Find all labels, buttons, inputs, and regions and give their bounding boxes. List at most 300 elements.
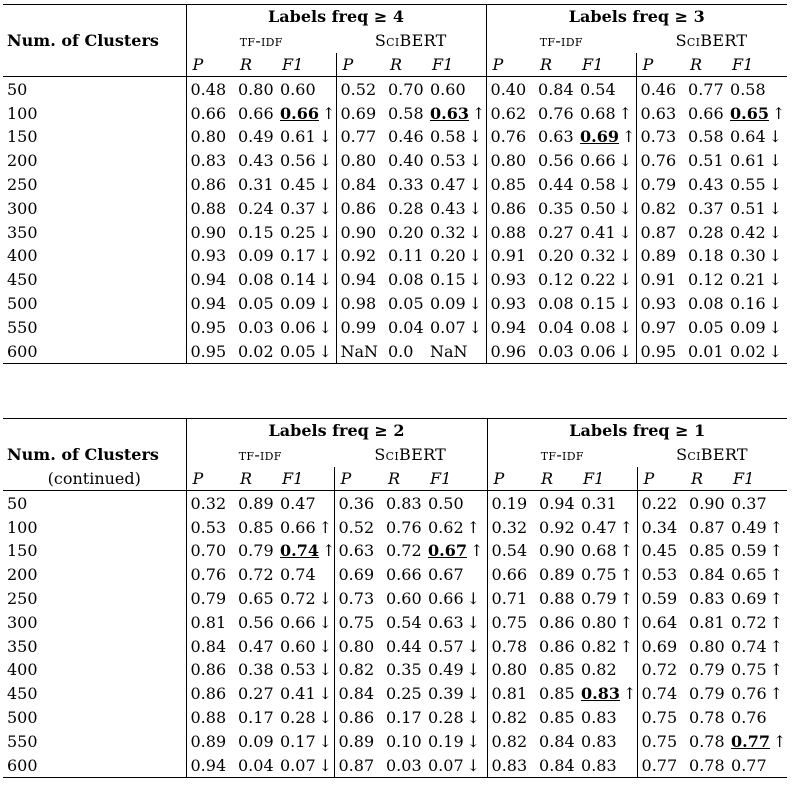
precision-value: 0.45	[637, 539, 685, 563]
f1-value: 0.59	[731, 541, 767, 561]
precision-value: 0.88	[186, 196, 234, 220]
metric-header-row	[3, 53, 787, 77]
best-f1-value: 0.66	[280, 103, 319, 123]
f1-value: 0.57	[428, 636, 464, 656]
trend-arrow-icon: ↓	[466, 660, 481, 680]
f1-cell	[577, 658, 637, 682]
recall-value: 0.78	[689, 707, 725, 727]
best-f1-value: 0.77	[731, 731, 770, 751]
table-row	[3, 196, 787, 220]
metric-header: R	[234, 53, 276, 77]
precision-value: 0.52	[336, 77, 384, 101]
precision-value: 0.94	[186, 292, 234, 316]
f1-cell	[727, 491, 787, 515]
best-f1-value: 0.63	[430, 103, 469, 123]
recall-value: 0.05	[388, 293, 424, 313]
f1-value: 0.63	[428, 612, 464, 632]
precision-value: 0.70	[186, 539, 234, 563]
f1-cell	[577, 729, 637, 753]
f1-cell	[726, 315, 787, 339]
f1-cell	[276, 268, 336, 292]
table-row	[3, 658, 787, 682]
recall-value: 0.78	[685, 753, 727, 777]
trend-arrow-icon: ↑	[622, 127, 636, 147]
f1-cell	[727, 587, 787, 611]
recall-value: 0.44	[386, 636, 422, 656]
group-header: Labels freq ≥ 1	[487, 419, 787, 443]
f1-value: 0.07	[428, 755, 464, 775]
f1-cell	[727, 658, 787, 682]
method-header: SciBERT	[374, 445, 447, 465]
precision-value: 0.80	[334, 634, 382, 658]
f1-cell	[727, 610, 787, 634]
recall-value: 0.85	[539, 660, 575, 680]
metric-header: F1	[424, 467, 487, 491]
metric-header: F1	[276, 467, 334, 491]
table-row	[3, 268, 787, 292]
table-row	[3, 101, 787, 125]
f1-value: 0.39	[428, 684, 464, 704]
f1-cell	[576, 196, 636, 220]
method-header: tf-idf	[186, 443, 334, 467]
f1-cell	[727, 682, 787, 706]
f1-value: 0.47	[430, 174, 466, 194]
f1-value: 0.69	[731, 588, 767, 608]
table-row	[3, 729, 787, 753]
recall-value: 0.40	[388, 151, 424, 171]
cluster-count: 350	[7, 222, 38, 242]
recall-value: 0.81	[689, 612, 725, 632]
cluster-count: 50	[7, 79, 28, 99]
f1-value: 0.32	[580, 246, 616, 266]
precision-value: 0.22	[637, 491, 685, 515]
recall-value: 0.83	[689, 588, 725, 608]
precision-value: 0.98	[336, 292, 384, 316]
precision-value: 0.96	[486, 339, 534, 363]
f1-cell	[426, 125, 486, 149]
f1-value: 0.49	[428, 660, 464, 680]
precision-value: 0.59	[637, 587, 685, 611]
recall-value: 0.04	[538, 317, 574, 337]
f1-cell	[276, 101, 336, 125]
f1-value: 0.83	[581, 755, 617, 775]
f1-value: 0.09	[730, 317, 766, 337]
recall-value: 0.0	[384, 339, 426, 363]
recall-value: 0.63	[538, 127, 574, 147]
table-row	[3, 292, 787, 316]
precision-value: 0.66	[487, 563, 535, 587]
trend-arrow-icon: ↑	[769, 517, 784, 537]
trend-arrow-icon: ↓	[318, 636, 333, 656]
recall-value: 0.79	[689, 684, 725, 704]
recall-value: 0.65	[238, 588, 274, 608]
cluster-count: 100	[7, 517, 38, 537]
recall-value: 0.12	[538, 270, 574, 290]
f1-value: 0.41	[280, 684, 316, 704]
f1-value: 0.61	[280, 127, 316, 147]
f1-cell	[727, 539, 787, 563]
group-header: Labels freq ≥ 4	[186, 5, 486, 29]
precision-value: 0.78	[487, 634, 535, 658]
recall-value: 0.85	[238, 517, 274, 537]
f1-value: 0.58	[580, 174, 616, 194]
precision-value: 0.95	[186, 339, 234, 363]
precision-value: 0.95	[636, 339, 684, 363]
trend-arrow-icon: ↑	[772, 103, 786, 123]
f1-value: 0.53	[280, 660, 316, 680]
trend-arrow-icon: ↓	[318, 731, 333, 751]
f1-cell	[726, 101, 787, 125]
trend-arrow-icon: ↓	[618, 270, 633, 290]
trend-arrow-icon: ↓	[468, 127, 483, 147]
precision-value: 0.82	[487, 706, 535, 730]
cluster-count: 600	[3, 339, 186, 363]
row-header-continued: (continued)	[3, 467, 186, 491]
best-f1-value: 0.74	[280, 541, 319, 561]
precision-value: 0.40	[486, 77, 534, 101]
precision-value: 0.92	[336, 244, 384, 268]
precision-value: 0.80	[487, 658, 535, 682]
f1-cell	[727, 753, 787, 777]
trend-arrow-icon: ↓	[318, 612, 333, 632]
recall-value: 0.03	[238, 317, 274, 337]
trend-arrow-icon: ↑	[619, 517, 634, 537]
f1-cell	[727, 515, 787, 539]
recall-value: 0.02	[234, 339, 276, 363]
f1-value: 0.19	[428, 731, 464, 751]
method-header: SciBERT	[675, 31, 748, 51]
trend-arrow-icon: ↓	[768, 293, 783, 313]
f1-cell	[577, 539, 637, 563]
precision-value: 0.52	[334, 515, 382, 539]
precision-value: 0.86	[336, 196, 384, 220]
f1-cell	[726, 292, 787, 316]
recall-value: 0.85	[689, 541, 725, 561]
trend-arrow-icon: ↓	[318, 707, 333, 727]
recall-value: 0.89	[238, 493, 274, 513]
trend-arrow-icon: ↓	[468, 270, 483, 290]
precision-value: 0.82	[636, 196, 684, 220]
precision-value: 0.86	[486, 196, 534, 220]
precision-value: 0.75	[487, 610, 535, 634]
f1-value: 0.65	[731, 565, 767, 585]
f1-cell	[424, 658, 487, 682]
f1-cell	[726, 268, 787, 292]
cluster-count: 550	[7, 317, 38, 337]
f1-value: 0.66	[280, 517, 316, 537]
trend-arrow-icon: ↓	[318, 127, 333, 147]
f1-cell	[576, 125, 636, 149]
f1-value: 0.76	[731, 684, 767, 704]
f1-value: 0.60	[280, 79, 316, 99]
cluster-count: 400	[7, 660, 38, 680]
recall-value: 0.08	[538, 293, 574, 313]
f1-value: 0.07	[430, 317, 466, 337]
metric-header: R	[534, 53, 576, 77]
trend-arrow-icon: ↑	[321, 541, 336, 561]
trend-arrow-icon: ↓	[768, 151, 783, 171]
precision-value: 0.63	[334, 539, 382, 563]
cluster-count: 150	[7, 541, 38, 561]
recall-value: 0.08	[388, 270, 424, 290]
metric-header: P	[186, 53, 234, 77]
recall-value: 0.38	[238, 660, 274, 680]
f1-value: 0.06	[280, 317, 316, 337]
trend-arrow-icon: ↓	[466, 612, 481, 632]
f1-value: 0.32	[430, 222, 466, 242]
f1-value: 0.49	[731, 517, 767, 537]
precision-value: 0.62	[486, 101, 534, 125]
f1-cell	[276, 753, 334, 777]
group-header: Labels freq ≥ 2	[186, 419, 487, 443]
f1-value: 0.67	[428, 565, 464, 585]
f1-cell	[424, 753, 487, 777]
recall-value: 0.20	[538, 246, 574, 266]
recall-value: 0.83	[386, 493, 422, 513]
trend-arrow-icon: ↓	[468, 222, 483, 242]
metric-header: F1	[426, 53, 486, 77]
recall-value: 0.04	[234, 753, 276, 777]
precision-value: 0.93	[486, 292, 534, 316]
f1-cell	[426, 339, 486, 363]
trend-arrow-icon: ↑	[619, 636, 634, 656]
trend-arrow-icon: ↓	[466, 755, 481, 775]
precision-value: 0.72	[637, 658, 685, 682]
metric-header: F1	[727, 467, 787, 491]
f1-cell	[576, 149, 636, 173]
f1-value: 0.75	[581, 565, 617, 585]
recall-value: 0.66	[386, 565, 422, 585]
method-header: tf-idf	[186, 29, 336, 53]
recall-value: 0.80	[238, 79, 274, 99]
f1-value: 0.66	[580, 151, 616, 171]
precision-value: 0.69	[637, 634, 685, 658]
metric-header: P	[636, 53, 684, 77]
f1-cell	[727, 729, 787, 753]
trend-arrow-icon: ↓	[468, 317, 483, 337]
f1-value: 0.61	[730, 151, 766, 171]
precision-value: 0.66	[186, 101, 234, 125]
table-row	[3, 563, 787, 587]
table-row	[3, 515, 787, 539]
trend-arrow-icon: ↓	[318, 755, 333, 775]
f1-value: 0.83	[581, 731, 617, 751]
f1-value: 0.25	[280, 222, 316, 242]
trend-arrow-icon: ↓	[768, 246, 783, 266]
precision-value: 0.89	[636, 244, 684, 268]
recall-value: 0.72	[238, 565, 274, 585]
precision-value: 0.94	[186, 268, 234, 292]
trend-arrow-icon: ↓	[618, 198, 633, 218]
f1-value: 0.43	[430, 198, 466, 218]
recall-value: 0.35	[386, 660, 422, 680]
f1-cell	[424, 682, 487, 706]
precision-value: 0.95	[186, 315, 234, 339]
table-row	[3, 315, 787, 339]
precision-value: 0.76	[186, 563, 234, 587]
metric-header: R	[535, 467, 577, 491]
f1-cell	[577, 563, 637, 587]
cluster-count: 250	[7, 174, 38, 194]
row-header: Num. of Clusters	[7, 31, 159, 51]
recall-value: 0.44	[538, 174, 574, 194]
precision-value: 0.82	[487, 729, 535, 753]
f1-cell	[424, 539, 487, 563]
f1-cell	[424, 587, 487, 611]
recall-value: 0.80	[689, 636, 725, 656]
f1-value: NaN	[430, 341, 468, 361]
f1-cell	[276, 610, 334, 634]
precision-value: 0.34	[637, 515, 685, 539]
f1-cell	[576, 101, 636, 125]
recall-value: 0.17	[238, 707, 274, 727]
cluster-count: 500	[7, 293, 38, 313]
trend-arrow-icon: ↓	[618, 341, 633, 361]
precision-value: 0.54	[487, 539, 535, 563]
recall-value: 0.86	[539, 636, 575, 656]
method-header: SciBERT	[374, 31, 447, 51]
recall-value: 0.84	[538, 79, 574, 99]
trend-arrow-icon: ↓	[768, 317, 783, 337]
method-header-row	[3, 443, 787, 467]
recall-value: 0.10	[386, 731, 422, 751]
f1-cell	[576, 292, 636, 316]
f1-cell	[727, 634, 787, 658]
precision-value: 0.80	[336, 149, 384, 173]
precision-value: 0.94	[186, 753, 234, 777]
table-row	[3, 125, 787, 149]
best-f1-value: 0.69	[580, 127, 619, 147]
f1-value: 0.28	[428, 707, 464, 727]
cluster-count: 350	[7, 636, 38, 656]
f1-cell	[726, 339, 787, 363]
trend-arrow-icon: ↓	[618, 222, 633, 242]
cluster-count: 200	[7, 151, 38, 171]
table-row	[3, 220, 787, 244]
metric-header-row	[3, 467, 787, 491]
f1-value: 0.76	[731, 707, 767, 727]
f1-value: 0.58	[730, 79, 766, 99]
precision-value: 0.63	[636, 101, 684, 125]
f1-cell	[726, 244, 787, 268]
f1-cell	[276, 729, 334, 753]
precision-value: 0.48	[186, 77, 234, 101]
precision-value: 0.87	[334, 753, 382, 777]
trend-arrow-icon: ↑	[466, 517, 481, 537]
recall-value: 0.46	[388, 127, 424, 147]
f1-value: 0.45	[280, 174, 316, 194]
cluster-count: 100	[7, 103, 38, 123]
recall-value: 0.43	[688, 174, 724, 194]
trend-arrow-icon: ↓	[318, 588, 333, 608]
f1-value: 0.64	[730, 127, 766, 147]
recall-value: 0.49	[238, 127, 274, 147]
metric-header: F1	[576, 53, 636, 77]
f1-cell	[727, 563, 787, 587]
f1-value: 0.60	[430, 79, 466, 99]
f1-value: 0.80	[581, 612, 617, 632]
trend-arrow-icon: ↓	[768, 174, 783, 194]
precision-value: 0.89	[186, 729, 234, 753]
precision-value: 0.90	[336, 220, 384, 244]
recall-value: 0.66	[238, 103, 274, 123]
trend-arrow-icon: ↓	[468, 293, 483, 313]
table-row	[3, 77, 787, 101]
precision-value: 0.80	[186, 125, 234, 149]
row-header: Num. of Clusters	[7, 445, 159, 465]
precision-value: 0.86	[186, 173, 234, 197]
method-header: tf-idf	[487, 443, 637, 467]
f1-cell	[577, 753, 637, 777]
f1-cell	[577, 682, 637, 706]
metric-header: P	[336, 53, 384, 77]
trend-arrow-icon: ↓	[466, 636, 481, 656]
precision-value: 0.91	[636, 268, 684, 292]
precision-value: 0.81	[487, 682, 535, 706]
f1-value: 0.17	[280, 246, 316, 266]
metric-header: F1	[276, 53, 336, 77]
f1-cell	[276, 220, 336, 244]
f1-cell	[577, 610, 637, 634]
recall-value: 0.31	[238, 174, 274, 194]
f1-cell	[276, 149, 336, 173]
trend-arrow-icon: ↑	[623, 684, 637, 704]
f1-cell	[726, 77, 787, 101]
recall-value: 0.84	[535, 753, 577, 777]
f1-cell	[276, 563, 334, 587]
metric-header: R	[382, 467, 424, 491]
trend-arrow-icon: ↑	[618, 103, 633, 123]
cluster-count: 200	[7, 565, 38, 585]
trend-arrow-icon: ↓	[618, 151, 633, 171]
recall-value: 0.85	[539, 707, 575, 727]
precision-value: 0.76	[636, 149, 684, 173]
best-f1-value: 0.67	[428, 541, 467, 561]
metric-header: P	[637, 467, 685, 491]
trend-arrow-icon: ↓	[768, 341, 783, 361]
precision-value: 0.74	[637, 682, 685, 706]
recall-value: 0.70	[388, 79, 424, 99]
precision-value: 0.64	[637, 610, 685, 634]
f1-cell	[426, 149, 486, 173]
f1-cell	[577, 706, 637, 730]
trend-arrow-icon: ↓	[318, 660, 333, 680]
f1-cell	[276, 196, 336, 220]
precision-value: 0.84	[334, 682, 382, 706]
trend-arrow-icon: ↑	[471, 103, 486, 123]
recall-value: 0.25	[386, 684, 422, 704]
f1-cell	[726, 220, 787, 244]
f1-cell	[426, 244, 486, 268]
f1-value: 0.68	[581, 541, 617, 561]
f1-cell	[426, 173, 486, 197]
precision-value: 0.90	[186, 220, 234, 244]
recall-value: 0.27	[538, 222, 574, 242]
recall-value: 0.54	[386, 612, 422, 632]
precision-value: 0.89	[334, 729, 382, 753]
f1-value: 0.60	[280, 636, 316, 656]
f1-cell	[426, 77, 486, 101]
results-table-freq-4-3	[3, 4, 787, 364]
recall-value: 0.86	[539, 612, 575, 632]
precision-value: 0.69	[336, 101, 384, 125]
f1-value: 0.79	[581, 588, 617, 608]
trend-arrow-icon: ↓	[466, 684, 481, 704]
recall-value: 0.78	[689, 731, 725, 751]
precision-value: 0.83	[186, 149, 234, 173]
trend-arrow-icon: ↓	[318, 198, 333, 218]
recall-value: 0.18	[688, 246, 724, 266]
